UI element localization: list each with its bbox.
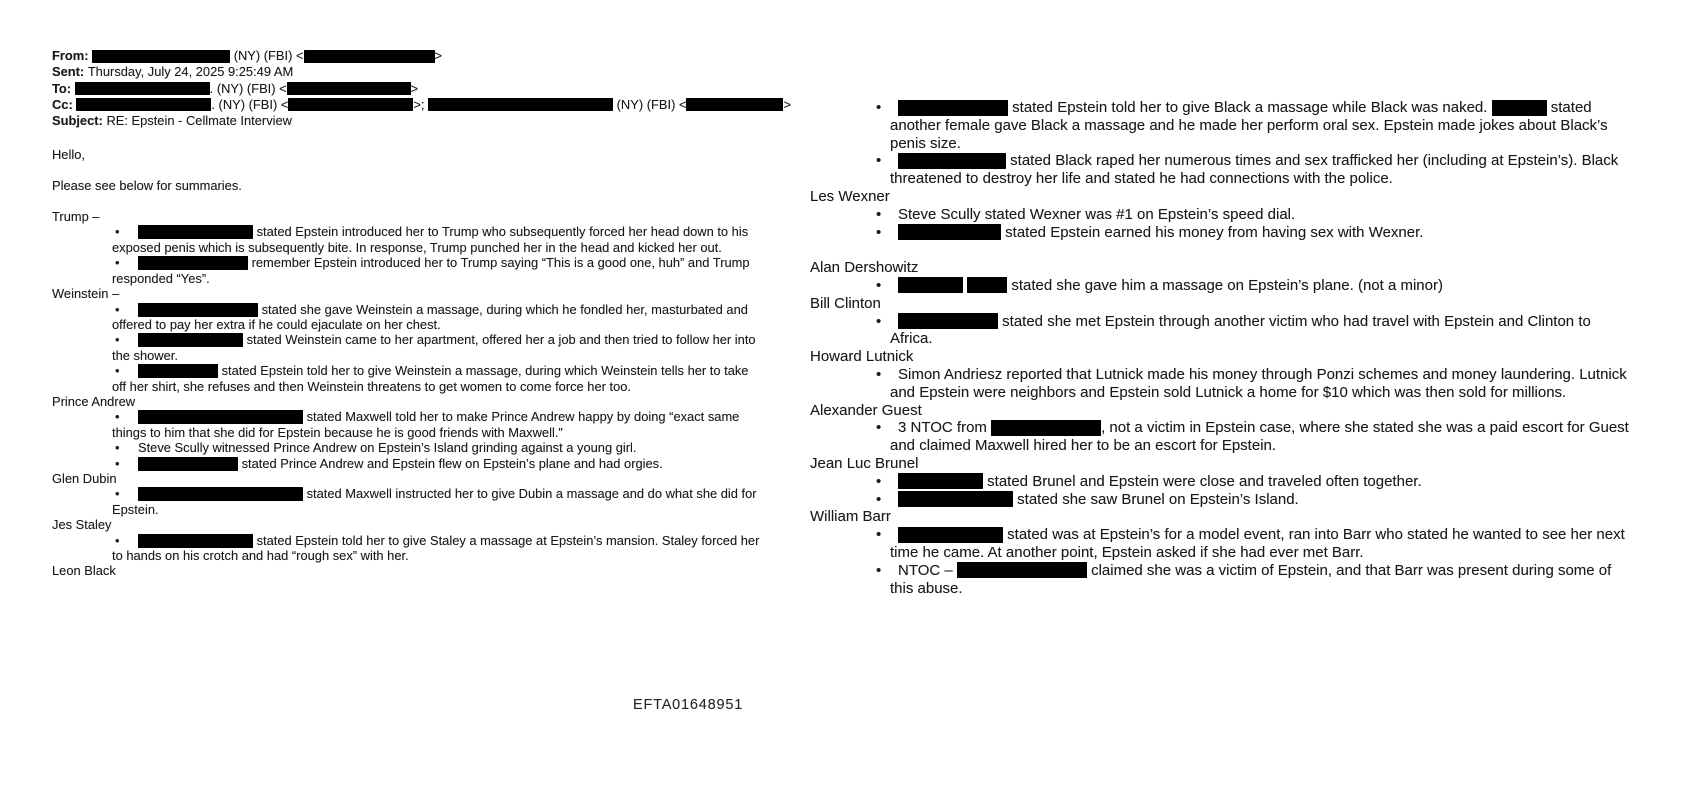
body-text: RE: Epstein - Cellmate Interview [106, 113, 292, 129]
bullet-item [52, 409, 764, 440]
section-heading-alexander-guest: Alexander Guest [810, 401, 922, 419]
bullet-icon: • [876, 152, 882, 170]
bullet-content [112, 440, 764, 455]
redaction-bar [1492, 100, 1547, 116]
section-heading-leon-black: Leon Black [52, 563, 116, 579]
bullet-icon: • [115, 301, 120, 317]
bullet-item [52, 486, 764, 517]
bullet-item [810, 224, 1632, 242]
bullet-content [890, 562, 1632, 598]
bullet-icon: • [115, 224, 120, 240]
bullet-icon: • [115, 255, 120, 271]
body-text: > [434, 48, 443, 63]
bullet-item [52, 332, 764, 363]
redaction-bar [138, 457, 238, 471]
body-text: NTOC – [898, 561, 957, 579]
bullet-content [112, 456, 764, 471]
header-field-label: Cc: [52, 96, 77, 112]
redaction-bar [304, 50, 435, 63]
section-heading-william-barr: William Barr [810, 508, 891, 526]
bullet-icon: • [115, 363, 120, 379]
bullet-icon: • [115, 440, 120, 456]
body-text: Thursday, July 24, 2025 9:25:49 AM [87, 64, 294, 80]
bullet-item [810, 313, 1632, 349]
body-text: stated Epstein told her to give Black a massage while Black was naked. [1008, 99, 1492, 116]
blank-line [810, 241, 1632, 259]
redaction-bar [898, 313, 998, 329]
body-text: 3 NTOC from [898, 419, 992, 437]
bullet-item [52, 440, 764, 455]
redaction-bar [138, 487, 303, 501]
bullet-icon: • [876, 490, 882, 508]
body-text: Simon Andriesz reported that Lutnick made his money through Ponzi schemes and money laundering. Lutnick and Epstein were neighbors and Epstein sold Lutnick a home for $10 which was then sold for millions. [890, 365, 1627, 401]
section-heading-jes-staley: Jes Staley [52, 517, 112, 533]
bullet-icon: • [876, 205, 882, 223]
bullet-icon: • [115, 486, 120, 502]
redaction-bar [898, 527, 1003, 543]
body-text: . (NY) (FBI) < [211, 96, 289, 112]
bullet-item [52, 255, 764, 286]
bullet-item [810, 473, 1632, 491]
bullet-content [890, 526, 1632, 562]
header-field-cc [52, 96, 791, 113]
body-text: Steve Scully stated Wexner was #1 on Epstein’s speed dial. [898, 205, 1296, 223]
bullet-content [112, 486, 764, 517]
redaction-bar [138, 225, 253, 239]
bullet-icon: • [876, 223, 882, 241]
header-field-label: Sent: [52, 64, 88, 80]
redaction-bar [898, 224, 1001, 240]
redaction-bar [957, 562, 1087, 578]
redaction-bar [138, 256, 248, 270]
bullet-icon: • [876, 99, 882, 116]
body-text: >; [413, 96, 429, 112]
body-text: > [410, 80, 419, 96]
bullet-content [890, 152, 1632, 188]
bullet-icon: • [115, 532, 120, 548]
bullet-item [810, 491, 1632, 509]
greeting-text: Hello, [52, 147, 85, 163]
redaction-bar [991, 420, 1101, 436]
body-text: stated Black raped her numerous times and sex trafficked her (including at Epstein’s). Black threatened to destroy her life and stated he had connections with the police. [890, 152, 1619, 188]
body-text: stated was at Epstein’s for a model event, ran into Barr who stated he wanted to see her next time he came. At another point, Epstein asked if she had ever met Barr. [890, 526, 1625, 561]
body-text: stated she met Epstein through another victim who had travel with Epstein and Clinton to Africa. [890, 312, 1591, 348]
body-text: (NY) (FBI) < [230, 48, 304, 63]
body-text: stated she gave Weinstein a massage, during which he fondled her, masturbated and offered to pay her extra if he could ejaculate on her chest. [112, 301, 748, 332]
header-field-sent [52, 64, 764, 80]
header-field-from [52, 48, 764, 64]
bullet-content [890, 206, 1632, 224]
bullet-item [810, 277, 1632, 295]
redaction-bar [92, 50, 230, 63]
bullet-content [890, 491, 1632, 509]
bullet-item [810, 562, 1632, 598]
body-text: stated Epstein earned his money from having sex with Wexner. [1001, 223, 1424, 241]
body-text: stated Epstein told her to give Weinstein a massage, during which Weinstein tells her to take off her shirt, she refuses and then Weinstein threatens to get women to come force her too. [112, 363, 749, 394]
summary-sections-page-1 [52, 209, 764, 579]
redaction-bar [138, 303, 258, 317]
bullet-icon: • [876, 472, 882, 490]
redaction-bar [898, 153, 1006, 169]
redaction-bar [898, 473, 983, 489]
header-field-label: To: [52, 80, 75, 96]
bullet-item [52, 224, 764, 255]
body-text: stated Prince Andrew and Epstein flew on Epstein’s plane and had orgies. [238, 455, 663, 471]
body-text: (NY) (FBI) < [613, 96, 687, 112]
section-heading-glen-dubin: Glen Dubin [52, 470, 117, 486]
body-text: > [783, 96, 791, 112]
bullet-content [890, 99, 1632, 152]
header-field-to [52, 81, 764, 97]
body-text: , not a victim in Epstein case, where she stated she was a paid escort for Guest and claimed Maxwell hired her to be an escort for Epstein. [890, 419, 1629, 455]
bullet-content [890, 366, 1632, 402]
header-field-subject [52, 113, 764, 129]
redaction-bar [138, 410, 303, 424]
bullet-content [890, 277, 1632, 295]
redaction-bar [138, 333, 243, 347]
bullet-icon: • [876, 312, 882, 330]
bullet-icon: • [115, 332, 120, 348]
redaction-bar [138, 534, 253, 548]
redaction-bar [75, 82, 210, 95]
bullet-icon: • [876, 276, 882, 294]
bullet-icon: • [876, 365, 882, 383]
bullet-content [112, 302, 764, 333]
redaction-bar [686, 98, 783, 111]
bullet-item [810, 366, 1632, 402]
bullet-item [810, 99, 1632, 152]
redaction-bar [138, 364, 218, 378]
section-heading-howard-lutnick: Howard Lutnick [810, 348, 914, 366]
body-text: stated another female gave Black a massage and he made her perform oral sex. Epstein made jokes about Black’s penis size. [890, 99, 1608, 152]
redaction-bar [967, 277, 1007, 293]
bullet-icon: • [115, 455, 120, 471]
redaction-bar [898, 277, 963, 293]
bullet-content [112, 255, 764, 286]
body-text: stated Brunel and Epstein were close and traveled often together. [983, 472, 1422, 490]
bullet-item [52, 302, 764, 333]
bullet-icon: • [115, 409, 120, 425]
header-field-label: Subject: [52, 113, 107, 129]
bullet-item [810, 206, 1632, 224]
bullet-content [890, 224, 1632, 242]
bullet-icon: • [876, 419, 882, 437]
bullet-item [810, 526, 1632, 562]
section-heading-alan-dershowitz: Alan Dershowitz [810, 259, 919, 277]
body-text: remember Epstein introduced her to Trump saying “This is a good one, huh” and Trump responded “Yes”. [112, 255, 750, 286]
body-text: stated Maxwell told her to make Prince Andrew happy by doing “exact same things to him that she did for Epstein because he is good friends with Maxwell.” [112, 409, 740, 440]
bullet-item [52, 533, 764, 564]
bullet-content [890, 473, 1632, 491]
bullet-item [810, 419, 1632, 455]
body-text: stated Weinstein came to her apartment, offered her a job and then tried to follow her into the shower. [112, 332, 756, 363]
bullet-content [112, 363, 764, 394]
section-heading-bill-clinton: Bill Clinton [810, 294, 881, 312]
body-text: . (NY) (FBI) < [209, 80, 287, 96]
section-heading-trump: Trump – [52, 209, 100, 225]
bullet-content [890, 419, 1632, 455]
bullet-content [890, 313, 1632, 349]
body-text: claimed she was a victim of Epstein, and that Barr was present during some of this abuse. [890, 561, 1612, 597]
body-text: stated she gave him a massage on Epstein’s plane. (not a minor) [1007, 276, 1443, 294]
email-header [52, 48, 791, 129]
section-heading-jean-luc-brunel: Jean Luc Brunel [810, 454, 919, 472]
bullet-content [112, 409, 764, 440]
bullet-icon: • [876, 561, 882, 579]
bullet-content [112, 533, 764, 564]
body-text: stated Epstein introduced her to Trump who subsequently forced her head down to his exposed penis which is subsequently bite. In response, Trump punched her in the head and kicked her out. [112, 224, 749, 255]
bullet-item [810, 152, 1632, 188]
redaction-bar [288, 98, 413, 111]
bullet-item [52, 363, 764, 394]
section-heading-les-wexner: Les Wexner [810, 187, 890, 205]
bullet-icon: • [876, 526, 882, 544]
redaction-bar [287, 82, 411, 95]
redaction-bar [76, 98, 211, 111]
body-text: stated Maxwell instructed her to give Dubin a massage and do what she did for Epstein. [112, 486, 757, 517]
body-text: stated Epstein told her to give Staley a massage at Epstein’s mansion. Staley forced her to hands on his crotch and had “rough sex” with her. [112, 532, 760, 564]
redaction-bar [898, 491, 1013, 507]
redaction-bar [898, 100, 1008, 116]
bullet-content [112, 332, 764, 363]
redaction-bar [428, 98, 613, 111]
email-page-2 [810, 99, 1632, 597]
section-heading-prince-andrew: Prince Andrew [52, 393, 136, 409]
body-text: Steve Scully witnessed Prince Andrew on Epstein’s Island grinding against a young girl. [138, 440, 637, 456]
body-text: stated she saw Brunel on Epstein’s Island. [1013, 490, 1299, 508]
bullet-content [112, 224, 764, 255]
intro-text: Please see below for summaries. [52, 178, 242, 194]
bates-number: EFTA01648951 [633, 697, 744, 713]
header-field-label: From: [52, 48, 93, 63]
email-page-1 [52, 48, 791, 579]
section-heading-weinstein: Weinstein – [52, 286, 120, 302]
bullet-item [52, 456, 764, 471]
